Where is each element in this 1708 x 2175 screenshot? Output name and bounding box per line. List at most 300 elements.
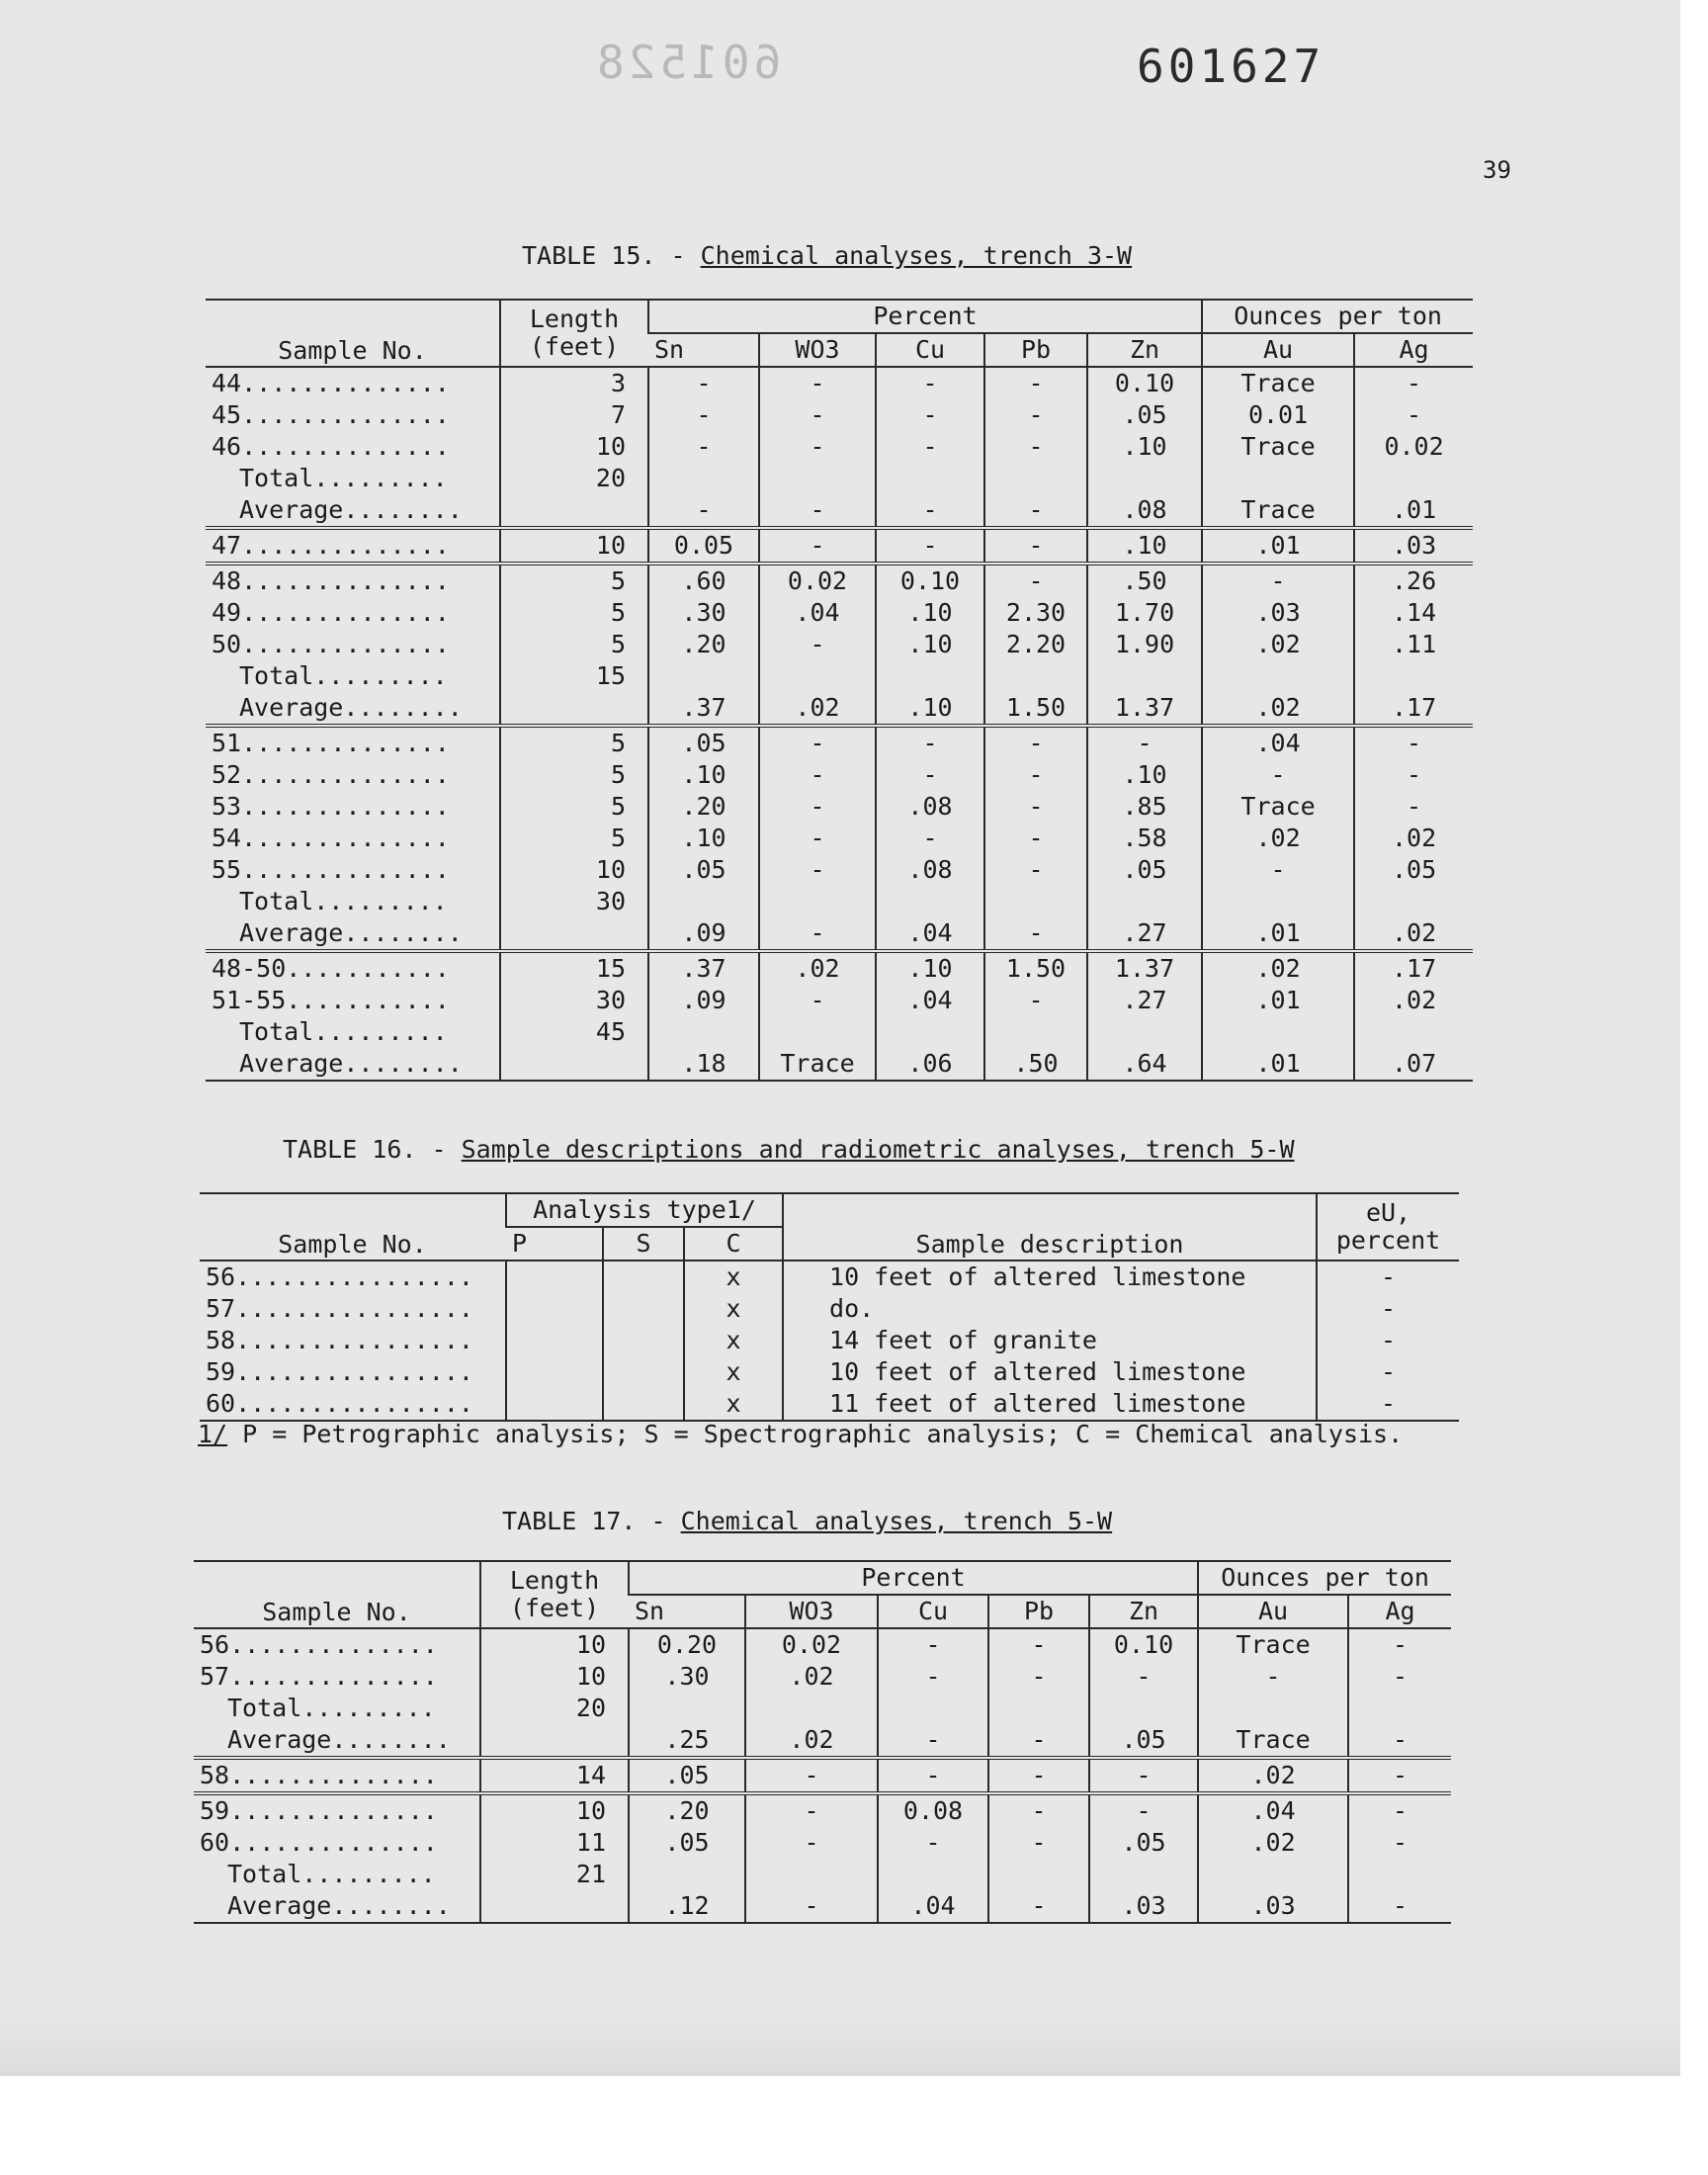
table-cell — [506, 1325, 603, 1356]
table-cell: .10 — [648, 759, 759, 791]
sample-no-header: Sample No. — [200, 1193, 506, 1261]
sample-no-cell: Total......... — [227, 1694, 436, 1722]
table-cell: - — [745, 1793, 878, 1827]
percent-header: Percent — [629, 1561, 1198, 1595]
table-cell: Trace — [1202, 791, 1354, 823]
table-cell: - — [759, 917, 876, 951]
table-cell — [1089, 1693, 1198, 1724]
sample-no-cell: 51.............. — [212, 729, 450, 757]
table-cell — [603, 1261, 684, 1293]
table-row — [206, 1016, 1473, 1048]
table-cell: 10 feet of altered limestone — [783, 1261, 1317, 1293]
table-cell: 15 — [500, 660, 648, 692]
table-row — [194, 1890, 1451, 1923]
table-cell: .02 — [745, 1661, 878, 1693]
sample-no-cell: Average........ — [206, 917, 500, 951]
table-cell: - — [984, 399, 1087, 431]
table-cell: Trace — [1202, 431, 1354, 463]
table-cell: 14 — [480, 1758, 629, 1793]
table-cell: - — [1317, 1388, 1459, 1421]
table16-caption-prefix: TABLE 16. - — [283, 1135, 462, 1164]
table-cell: Trace — [1198, 1724, 1348, 1758]
table15 — [206, 299, 1473, 1082]
table-row — [194, 1628, 1451, 1661]
table-row — [206, 791, 1473, 823]
table-cell: - — [759, 985, 876, 1016]
table-cell: .05 — [648, 726, 759, 759]
table-cell: .02 — [759, 951, 876, 985]
table-row — [206, 692, 1473, 726]
table-cell: .10 — [1087, 759, 1202, 791]
table-cell: - — [984, 791, 1087, 823]
table-cell: .04 — [876, 985, 984, 1016]
table-row — [206, 759, 1473, 791]
table-cell: - — [1089, 1793, 1198, 1827]
table-cell: - — [876, 494, 984, 528]
table-cell: .05 — [1087, 399, 1202, 431]
table-cell: .02 — [1202, 823, 1354, 854]
table-cell — [506, 1356, 603, 1388]
table-row — [194, 1724, 1451, 1758]
table-cell: - — [1198, 1661, 1348, 1693]
table17-caption-prefix: TABLE 17. - — [502, 1507, 681, 1535]
table-row — [206, 854, 1473, 886]
table-cell — [876, 1016, 984, 1048]
sample-no-cell: 53.............. — [212, 792, 450, 821]
table-cell: 15 — [500, 951, 648, 985]
pb-header: Pb — [984, 333, 1087, 367]
zn-header: Zn — [1089, 1595, 1198, 1628]
sample-no-cell: 52.............. — [212, 760, 450, 789]
table-cell — [629, 1693, 745, 1724]
table-cell: - — [1354, 367, 1473, 399]
table-cell — [506, 1293, 603, 1325]
zn-header: Zn — [1087, 333, 1202, 367]
sample-no-cell: 48.............. — [212, 566, 450, 595]
table-cell: .37 — [648, 951, 759, 985]
table-cell — [629, 1859, 745, 1890]
table-cell: - — [1089, 1758, 1198, 1793]
sample-no-cell: 57.............. — [200, 1662, 438, 1691]
table-cell: - — [988, 1890, 1089, 1923]
table-cell: - — [984, 985, 1087, 1016]
table-cell: 0.20 — [629, 1628, 745, 1661]
table-cell: .17 — [1354, 692, 1473, 726]
table-cell: 30 — [500, 985, 648, 1016]
table-cell: x — [684, 1261, 783, 1293]
table-row — [194, 1793, 1451, 1827]
table-cell: 1.37 — [1087, 692, 1202, 726]
table-cell: - — [1348, 1661, 1451, 1693]
table-cell: - — [878, 1758, 988, 1793]
table-cell: - — [1354, 759, 1473, 791]
sample-no-cell: 55.............. — [212, 855, 450, 884]
table-cell: 10 — [480, 1661, 629, 1693]
table-cell: .58 — [1087, 823, 1202, 854]
table-cell: - — [984, 367, 1087, 399]
table-cell: - — [984, 431, 1087, 463]
table-cell: .04 — [1198, 1793, 1348, 1827]
table16-caption-title: Sample descriptions and radiometric analyses, trench 5-W — [461, 1135, 1295, 1164]
table-cell — [759, 660, 876, 692]
bleed-through-stamp: 601528 — [593, 36, 782, 89]
page-number: 39 — [1483, 156, 1511, 184]
table-row — [194, 1693, 1451, 1724]
table-cell: .02 — [1202, 629, 1354, 660]
table-cell: - — [759, 528, 876, 564]
table16-caption — [283, 1135, 1295, 1164]
table-cell: - — [984, 759, 1087, 791]
table-cell — [1348, 1859, 1451, 1890]
table-cell: - — [988, 1827, 1089, 1859]
table-row — [200, 1293, 1459, 1325]
table-cell: - — [1317, 1356, 1459, 1388]
table-row — [206, 367, 1473, 399]
sample-no-cell: 59................ — [206, 1357, 473, 1386]
table-cell: - — [984, 823, 1087, 854]
sample-no-cell: 50.............. — [212, 630, 450, 658]
table-row — [206, 726, 1473, 759]
sample-no-cell: 54.............. — [212, 824, 450, 852]
sample-no-cell: 46.............. — [212, 432, 450, 461]
footnote-mark: 1/ — [198, 1420, 228, 1448]
table-cell — [876, 660, 984, 692]
table-cell: 20 — [500, 463, 648, 494]
table-row — [206, 564, 1473, 597]
table-cell: 0.08 — [878, 1793, 988, 1827]
table-cell: - — [876, 759, 984, 791]
sample-no-cell: 51-55........... — [212, 986, 450, 1014]
sample-no-cell: Total......... — [239, 464, 448, 492]
table-row — [200, 1356, 1459, 1388]
table-cell: .02 — [1202, 692, 1354, 726]
table-cell: .10 — [1087, 431, 1202, 463]
table-cell: 5 — [500, 823, 648, 854]
table-cell: - — [1348, 1758, 1451, 1793]
table-cell: - — [988, 1724, 1089, 1758]
table-cell: 10 — [500, 528, 648, 564]
wo3-header: WO3 — [759, 333, 876, 367]
table-row — [206, 597, 1473, 629]
sample-no-cell: Average........ — [206, 494, 500, 528]
table-cell: - — [988, 1628, 1089, 1661]
table-cell — [1087, 660, 1202, 692]
table-cell: .27 — [1087, 985, 1202, 1016]
table17 — [194, 1560, 1451, 1924]
sample-no-cell: 45.............. — [212, 400, 450, 429]
table-cell: .02 — [745, 1724, 878, 1758]
table-cell: .07 — [1354, 1048, 1473, 1081]
table-cell: - — [759, 494, 876, 528]
table-cell: - — [1348, 1793, 1451, 1827]
table-cell: - — [876, 367, 984, 399]
table-cell: - — [759, 629, 876, 660]
table-cell: - — [1087, 726, 1202, 759]
table-cell — [988, 1859, 1089, 1890]
table-cell — [1089, 1859, 1198, 1890]
table-cell: - — [878, 1628, 988, 1661]
table-cell: Trace — [1198, 1628, 1348, 1661]
table-cell: - — [878, 1724, 988, 1758]
table-cell: .50 — [984, 1048, 1087, 1081]
table-cell: .10 — [876, 629, 984, 660]
table-cell: Trace — [1202, 367, 1354, 399]
table-cell: Trace — [1202, 494, 1354, 528]
table-cell — [1348, 1693, 1451, 1724]
table-cell: x — [684, 1325, 783, 1356]
table-row — [206, 660, 1473, 692]
footnote-text: P = Petrographic analysis; S = Spectrographic analysis; C = Chemical analysis. — [227, 1420, 1404, 1448]
table-cell — [759, 463, 876, 494]
table-cell: .12 — [629, 1890, 745, 1923]
table-cell: - — [876, 528, 984, 564]
table17-caption — [502, 1507, 1112, 1535]
table-cell: - — [878, 1661, 988, 1693]
table-row — [206, 629, 1473, 660]
table-cell: - — [759, 399, 876, 431]
sample-no-cell: 48-50........... — [212, 954, 450, 983]
table-cell: .02 — [1198, 1827, 1348, 1859]
table-cell: .04 — [1202, 726, 1354, 759]
table-cell — [988, 1693, 1089, 1724]
table-cell: .04 — [759, 597, 876, 629]
sample-no-header: Sample No. — [194, 1561, 480, 1628]
table-cell: .30 — [648, 597, 759, 629]
sample-no-cell: Total......... — [239, 1017, 448, 1046]
sample-no-cell: 59.............. — [200, 1796, 438, 1825]
table-cell: - — [984, 917, 1087, 951]
table-cell — [1354, 463, 1473, 494]
table-cell: 0.02 — [745, 1628, 878, 1661]
table-cell: .27 — [1087, 917, 1202, 951]
percent-header: Percent — [648, 300, 1202, 333]
table-cell: - — [1202, 759, 1354, 791]
table-cell: .10 — [648, 823, 759, 854]
sample-no-cell: 49.............. — [212, 598, 450, 627]
table-cell — [1202, 463, 1354, 494]
table-cell — [480, 1890, 629, 1923]
table-cell: - — [1348, 1628, 1451, 1661]
table-cell: .11 — [1354, 629, 1473, 660]
table-cell — [1087, 463, 1202, 494]
table-cell — [500, 1048, 648, 1081]
table-cell: do. — [783, 1293, 1317, 1325]
eu-percent-header: eU, percent — [1317, 1193, 1459, 1261]
table-cell — [648, 886, 759, 917]
table-cell: 1.37 — [1087, 951, 1202, 985]
table-cell — [1202, 1016, 1354, 1048]
table-cell: .05 — [1089, 1724, 1198, 1758]
table-cell: - — [648, 494, 759, 528]
document-stamp-number: 601627 — [1137, 40, 1325, 93]
table-cell: - — [759, 854, 876, 886]
table-cell: 5 — [500, 726, 648, 759]
table-cell: x — [684, 1388, 783, 1421]
table-cell: .20 — [648, 791, 759, 823]
table-cell: - — [984, 564, 1087, 597]
table-cell: - — [876, 399, 984, 431]
table-row — [206, 985, 1473, 1016]
table-cell — [500, 692, 648, 726]
table-cell: .02 — [1354, 985, 1473, 1016]
table-cell: .20 — [648, 629, 759, 660]
table-cell: .05 — [629, 1758, 745, 1793]
table-cell: .01 — [1202, 985, 1354, 1016]
table-cell: - — [1348, 1890, 1451, 1923]
sample-no-cell: Average........ — [206, 1048, 500, 1081]
table-cell — [648, 660, 759, 692]
table-cell: - — [745, 1758, 878, 1793]
table-cell: 5 — [500, 759, 648, 791]
table-row — [206, 494, 1473, 528]
table-cell: 5 — [500, 564, 648, 597]
table15-caption-title: Chemical analyses, trench 3-W — [700, 241, 1133, 270]
ounces-header: Ounces per ton — [1198, 1561, 1451, 1595]
table-cell — [1354, 886, 1473, 917]
table-row — [194, 1661, 1451, 1693]
table-row — [200, 1325, 1459, 1356]
table-cell: 11 feet of altered limestone — [783, 1388, 1317, 1421]
sample-no-cell: Average........ — [194, 1724, 480, 1758]
table-cell: - — [759, 791, 876, 823]
table-cell: 10 — [500, 854, 648, 886]
table-cell: - — [984, 854, 1087, 886]
table15-caption — [522, 241, 1132, 270]
table-cell — [984, 463, 1087, 494]
sample-no-header: Sample No. — [206, 300, 500, 367]
table-cell: .20 — [629, 1793, 745, 1827]
table-cell: - — [984, 726, 1087, 759]
table-cell: .01 — [1202, 1048, 1354, 1081]
table-cell — [984, 1016, 1087, 1048]
table-cell: - — [1202, 854, 1354, 886]
table-cell: 0.05 — [648, 528, 759, 564]
table-row — [206, 823, 1473, 854]
c-header: C — [684, 1227, 783, 1261]
table-cell: - — [648, 399, 759, 431]
table-cell: .10 — [876, 951, 984, 985]
table-cell: 5 — [500, 597, 648, 629]
table-row — [206, 917, 1473, 951]
s-header: S — [603, 1227, 684, 1261]
table-cell: .10 — [876, 597, 984, 629]
table17-caption-title: Chemical analyses, trench 5-W — [680, 1507, 1113, 1535]
table-cell: - — [1317, 1261, 1459, 1293]
sample-no-cell: 57................ — [206, 1294, 473, 1323]
table-cell — [984, 660, 1087, 692]
table-cell — [480, 1724, 629, 1758]
table-row — [206, 951, 1473, 985]
table-cell: .05 — [1087, 854, 1202, 886]
table-cell: - — [745, 1827, 878, 1859]
table-cell: .02 — [1202, 951, 1354, 985]
table-cell — [1202, 660, 1354, 692]
sn-header: Sn — [648, 333, 759, 367]
table-cell — [1198, 1859, 1348, 1890]
table-cell: 0.10 — [1087, 367, 1202, 399]
table-cell: - — [1348, 1724, 1451, 1758]
table-cell: 0.02 — [1354, 431, 1473, 463]
table-cell — [603, 1293, 684, 1325]
table-cell: 5 — [500, 791, 648, 823]
table-cell — [1087, 886, 1202, 917]
table-cell: - — [876, 823, 984, 854]
table-cell — [648, 1016, 759, 1048]
table-cell: .18 — [648, 1048, 759, 1081]
table-cell: .05 — [648, 854, 759, 886]
sample-no-cell: 58................ — [206, 1326, 473, 1354]
table-cell: .03 — [1198, 1890, 1348, 1923]
table-cell: - — [759, 367, 876, 399]
table-row — [206, 1048, 1473, 1081]
table-cell: - — [1354, 791, 1473, 823]
ounces-header: Ounces per ton — [1202, 300, 1473, 333]
sample-no-cell: 56................ — [206, 1262, 473, 1291]
table-cell: .05 — [629, 1827, 745, 1859]
sample-no-cell: Total......... — [239, 661, 448, 690]
table-cell: 20 — [480, 1693, 629, 1724]
ag-header: Ag — [1354, 333, 1473, 367]
table-cell: .05 — [1354, 854, 1473, 886]
table-cell: - — [1089, 1661, 1198, 1693]
table-cell: 21 — [480, 1859, 629, 1890]
table-cell: - — [759, 759, 876, 791]
cu-header: Cu — [876, 333, 984, 367]
table-cell — [1202, 886, 1354, 917]
table-cell: - — [876, 726, 984, 759]
table-cell: Trace — [759, 1048, 876, 1081]
cu-header: Cu — [878, 1595, 988, 1628]
table-row — [200, 1388, 1459, 1421]
table-cell: .04 — [878, 1890, 988, 1923]
table-cell — [500, 494, 648, 528]
table-cell: .02 — [1354, 823, 1473, 854]
length-header: Length (feet) — [500, 300, 648, 367]
table-cell — [506, 1261, 603, 1293]
table-cell: 3 — [500, 367, 648, 399]
table-cell: .04 — [876, 917, 984, 951]
table-row — [206, 463, 1473, 494]
table-cell: - — [1354, 726, 1473, 759]
table-cell — [648, 463, 759, 494]
p-header: P — [506, 1227, 603, 1261]
table-cell: .85 — [1087, 791, 1202, 823]
table-cell — [759, 886, 876, 917]
table-cell — [1198, 1693, 1348, 1724]
sample-no-cell: 44.............. — [212, 369, 450, 397]
table-cell: - — [1354, 399, 1473, 431]
table15-caption-prefix: TABLE 15. - — [522, 241, 701, 270]
table-cell: 0.10 — [1089, 1628, 1198, 1661]
table-row — [194, 1859, 1451, 1890]
table-row — [206, 399, 1473, 431]
table-cell: .60 — [648, 564, 759, 597]
table16 — [200, 1192, 1459, 1422]
table-cell: 11 — [480, 1827, 629, 1859]
table-cell: .02 — [1354, 917, 1473, 951]
table-cell: - — [759, 823, 876, 854]
table-cell: 0.01 — [1202, 399, 1354, 431]
table-cell: .09 — [648, 917, 759, 951]
table-cell: .09 — [648, 985, 759, 1016]
table-cell: - — [988, 1758, 1089, 1793]
table-cell: .08 — [1087, 494, 1202, 528]
table-cell: .03 — [1354, 528, 1473, 564]
table-cell: .05 — [1089, 1827, 1198, 1859]
sample-description-header: Sample description — [783, 1193, 1317, 1261]
sample-no-cell: 58.............. — [194, 1758, 480, 1793]
table-cell — [1354, 660, 1473, 692]
